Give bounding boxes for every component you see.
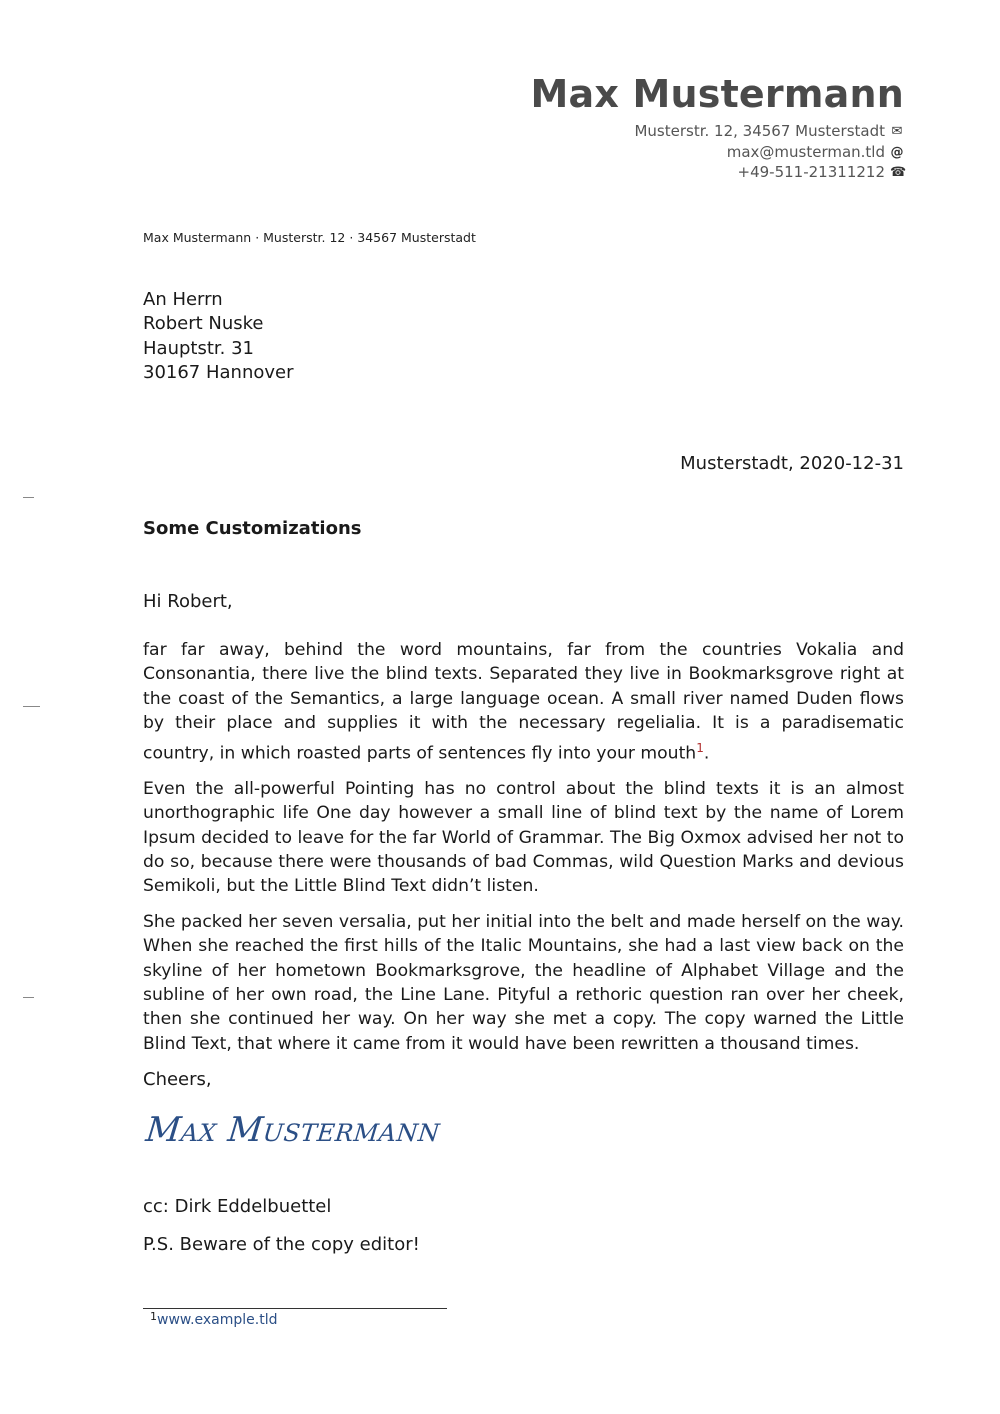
greeting: Hi Robert, (143, 591, 233, 612)
body-paragraph (143, 638, 904, 766)
letter-subject: Some Customizations (143, 518, 362, 539)
postscript: P.S. Beware of the copy editor! (143, 1234, 420, 1255)
signature: Max Mustermann (143, 1110, 443, 1150)
footnote-number: 1 (150, 1310, 157, 1323)
sender-phone (737, 163, 907, 181)
paragraph-text: far far away, behind the word mountains, far from the countries Vokalia and Consonantia, there live the blind texts. Separated they live in Bookmarksgrove right at the coast of the Semantics, a large language ocean. A small river named Duden flows by their place and supplies it with the necessary regelialia. It is a paradisematic country, in which roasted parts of sentences fly into your mouth (143, 640, 904, 764)
sender-name: Max Mustermann (530, 72, 904, 116)
envelope-icon: ✉ (891, 123, 903, 139)
sender-address (634, 122, 904, 140)
sender-address-text: Musterstr. 12, 34567 Musterstadt (634, 122, 885, 140)
recipient-line: Robert Nuske (143, 313, 264, 335)
footnote (150, 1312, 278, 1328)
closing: Cheers, (143, 1069, 212, 1090)
recipient-address (143, 288, 294, 386)
sender-email-text: max@musterman.tld (726, 143, 885, 161)
sender-phone-text: +49-511-21311212 (737, 163, 885, 181)
footnote-mark[interactable]: 1 (696, 740, 704, 755)
return-address: Max Mustermann · Musterstr. 12 · 34567 Musterstadt (143, 230, 476, 245)
footnote-rule (143, 1308, 447, 1309)
punch-mark (23, 706, 40, 707)
recipient-line: Hauptstr. 31 (143, 337, 254, 359)
letter-date: Musterstadt, 2020-12-31 (680, 453, 904, 474)
at-sign-icon: @ (890, 144, 904, 160)
body-paragraph: Even the all-powerful Pointing has no control about the blind texts it is an almost unorthographic life One day however a small line of blind text by the name of Lorem Ipsum decided to leave for the far World of Grammar. The Big Oxmox advised her not to do so, because there were thousands of bad Commas, wild Question Marks and devious Semikoli, but the Little Blind Text didn’t listen. (143, 778, 904, 897)
telephone-icon: ☎ (890, 164, 907, 180)
paragraph-end: . (703, 743, 710, 764)
footnote-link[interactable]: www.example.tld (157, 1312, 278, 1328)
recipient-line: 30167 Hannover (143, 362, 294, 384)
body-paragraph: She packed her seven versalia, put her initial into the belt and made herself on the way. When she reached the first hills of the Italic Mountains, she had a last view back on the skyline of her hometown Bookmarksgrove, the headline of Alphabet Village and the subline of her own road, the Line Lane. Pityful a rethoric question ran over her cheek, then she continued her way. On her way she met a copy. The copy warned the Little Blind Text, that where it came from it would have been rewritten a thousand times. (143, 911, 904, 1054)
fold-mark (23, 997, 34, 998)
letter-body (143, 638, 904, 1067)
carbon-copy: cc: Dirk Eddelbuettel (143, 1196, 332, 1217)
recipient-line: An Herrn (143, 289, 223, 310)
fold-mark (23, 497, 34, 498)
sender-email (727, 143, 904, 161)
